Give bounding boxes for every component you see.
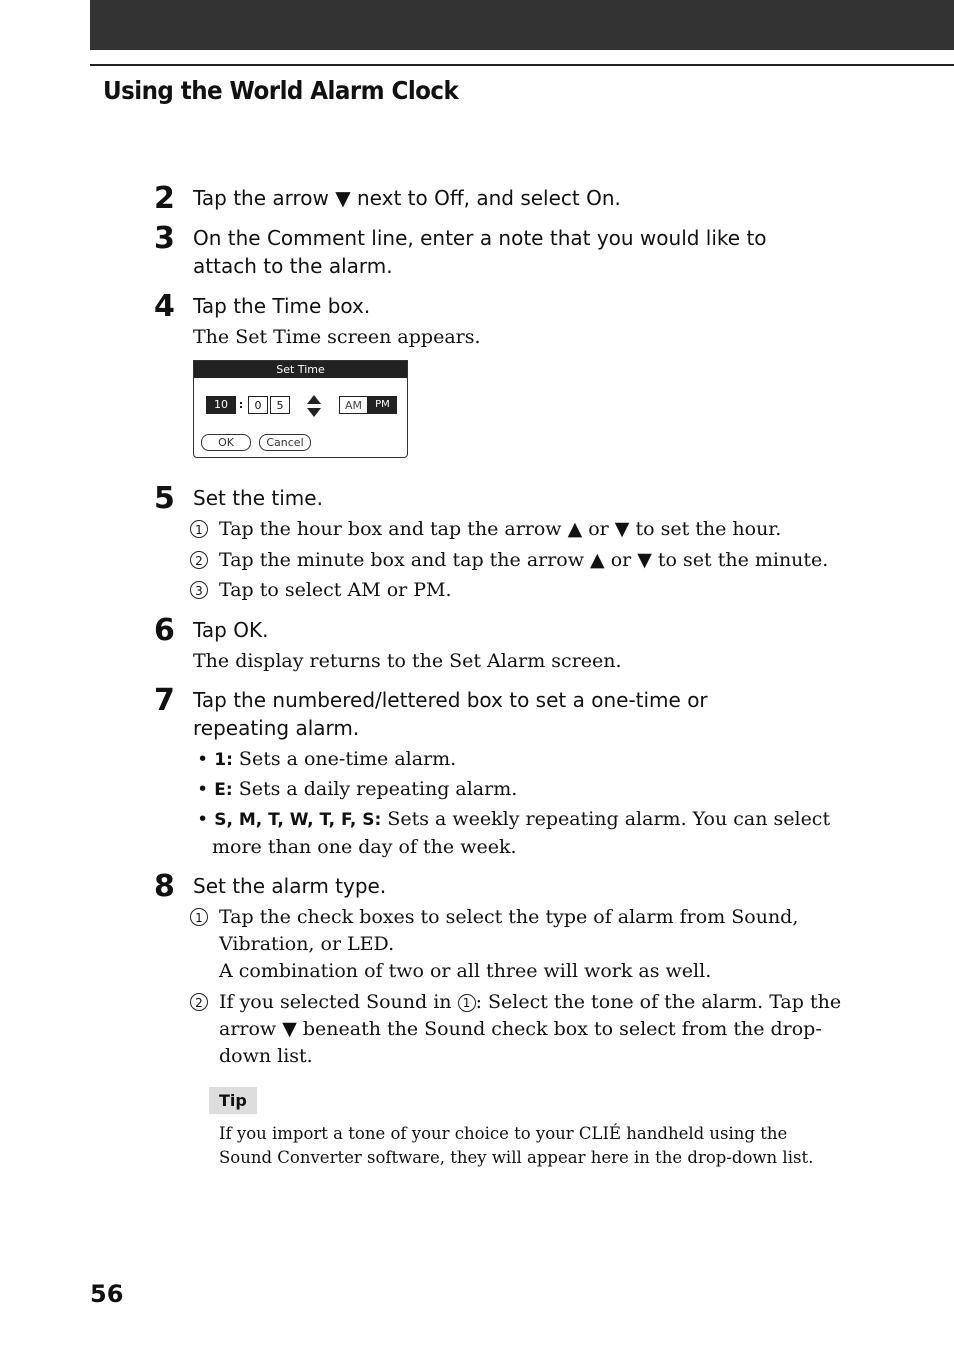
step-number: 2 (154, 181, 175, 216)
step-title: On the Comment line, enter a note that you would like to attach to the alarm. (193, 226, 767, 278)
header-bar (90, 0, 954, 50)
bullet-text: Sets a weekly repeating alarm. You can select (381, 808, 831, 830)
tip-text (219, 1122, 813, 1170)
sub-step-text: A combination of two or all three will work as well. (219, 960, 712, 982)
sub-step-text-part: : Select the tone of the alarm. Tap the (475, 991, 842, 1013)
bullet-item: • 1: Sets a one-time alarm. (197, 748, 457, 770)
minute-ones-box[interactable]: 5 (270, 396, 290, 414)
sub-step (190, 989, 842, 1016)
sub-step (190, 516, 782, 543)
bullet-item: • S, M, T, W, T, F, S: Sets a weekly repeating alarm. You can select (197, 808, 831, 830)
step-number: 3 (154, 221, 175, 256)
sub-step-text: arrow ▼ beneath the Sound check box to select from the drop- (219, 1018, 822, 1040)
step-number: 5 (154, 481, 175, 516)
cancel-button[interactable]: Cancel (259, 434, 311, 451)
step-body: The display returns to the Set Alarm screen. (193, 650, 622, 672)
circled-number: 2 (190, 993, 208, 1011)
step-number: 6 (154, 613, 175, 648)
bullet-continuation (212, 833, 517, 861)
step-number: 4 (154, 289, 175, 324)
circled-number: 1 (190, 908, 208, 926)
bullet-text: more than one day of the week. (212, 836, 517, 858)
pm-button[interactable]: PM (368, 396, 397, 414)
step-title: Tap the Time box. (193, 294, 371, 318)
step-title: Tap OK. (193, 618, 269, 642)
sub-step (190, 904, 799, 931)
section-title: Using the World Alarm Clock (103, 76, 459, 105)
ok-button[interactable]: OK (201, 434, 251, 451)
circled-number: 1 (190, 520, 208, 538)
tip-label: Tip (209, 1087, 257, 1114)
tip-line: If you import a tone of your choice to your CLIÉ handheld using the (219, 1124, 788, 1143)
bullet-text: Sets a daily repeating alarm. (232, 778, 518, 800)
sub-step-text: Tap the hour box and tap the arrow ▲ or ▼ to set the hour. (219, 518, 782, 540)
sub-step-text: down list. (219, 1045, 313, 1067)
header-rule (90, 64, 954, 66)
minute-tens-box[interactable]: 0 (248, 396, 268, 414)
tip-line: Sound Converter software, they will appear here in the drop-down list. (219, 1148, 814, 1167)
circled-number: 1 (458, 994, 476, 1012)
up-down-arrows-icon[interactable] (306, 394, 322, 418)
step-title: Set the alarm type. (193, 874, 387, 898)
bullet-text: Sets a one-time alarm. (232, 748, 457, 770)
step-title: Set the time. (193, 486, 323, 510)
set-time-dialog (193, 360, 408, 458)
bullet-term: E: (214, 780, 233, 800)
am-button[interactable]: AM (339, 396, 368, 414)
bullet-item: • E: Sets a daily repeating alarm. (197, 778, 518, 800)
circled-number: 2 (190, 551, 208, 569)
step-body: The Set Time screen appears. (193, 326, 481, 348)
sub-step (190, 577, 452, 604)
step-number: 8 (154, 869, 175, 904)
sub-step-text (219, 989, 841, 1016)
sub-step-text-part: If you selected Sound in (219, 991, 458, 1013)
hour-box[interactable]: 10 (206, 396, 236, 414)
sub-step-text: Tap the check boxes to select the type of alarm from Sound, (219, 906, 799, 928)
page-number: 56 (90, 1280, 124, 1308)
bullet-term: 1: (214, 750, 233, 770)
step-title: Tap the numbered/lettered box to set a one-time or repeating alarm. (193, 688, 708, 740)
sub-step-text: Vibration, or LED. (219, 933, 395, 955)
step-number: 7 (154, 683, 175, 718)
time-colon: : (238, 398, 244, 411)
circled-number: 3 (190, 581, 208, 599)
bullet-term: S, M, T, W, T, F, S: (214, 810, 382, 830)
sub-step-text: Tap to select AM or PM. (219, 579, 452, 601)
dialog-title: Set Time (194, 361, 407, 378)
sub-step-text: Tap the minute box and tap the arrow ▲ or ▼ to set the minute. (219, 549, 829, 571)
step-title: Tap the arrow ▼ next to Off, and select On. (193, 186, 621, 210)
sub-step (190, 547, 829, 574)
